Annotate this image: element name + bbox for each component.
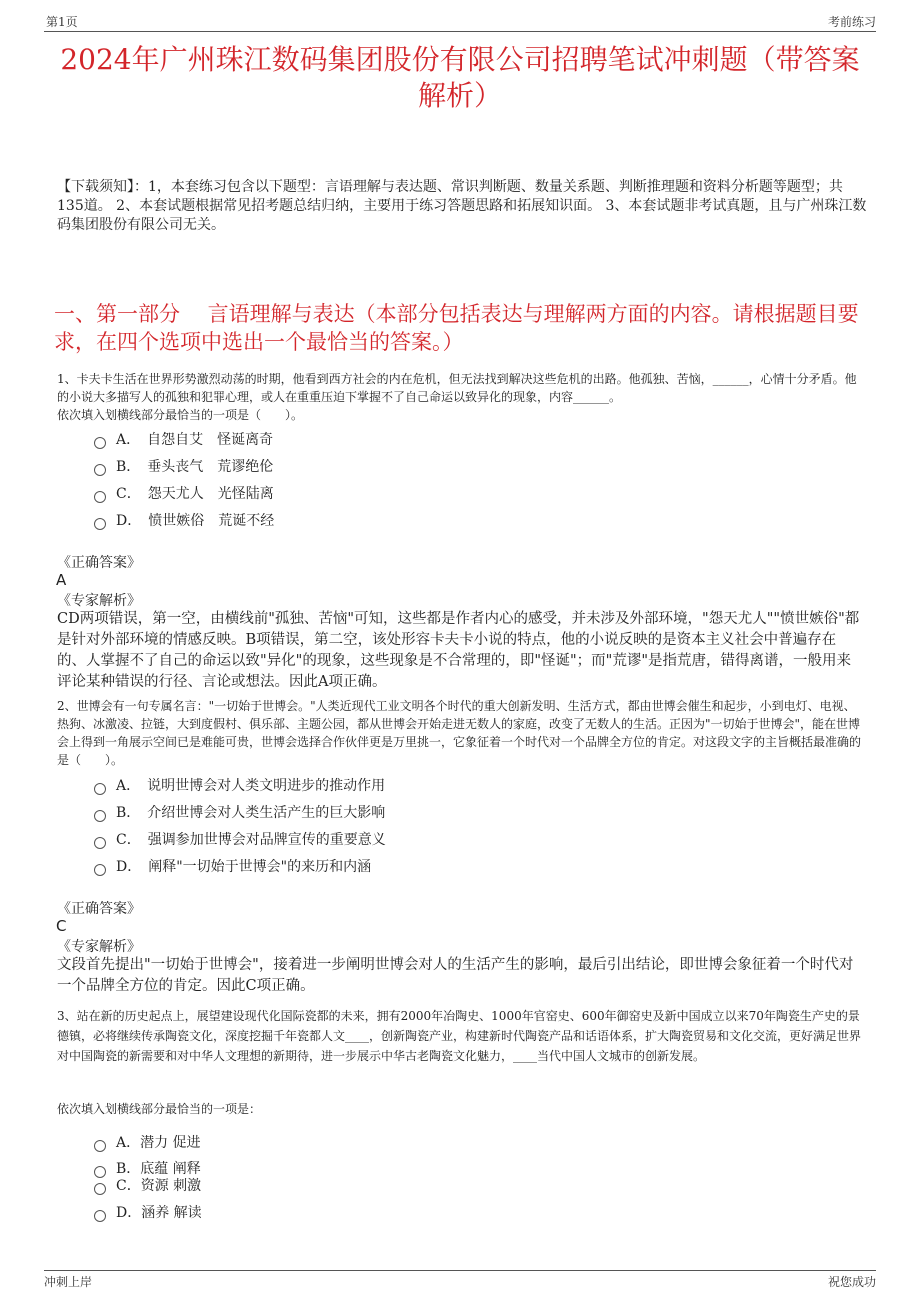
- radio-icon[interactable]: [94, 810, 106, 822]
- q2-answer: C: [56, 917, 67, 935]
- option-label: C． 怨天尤人 光怪陆离: [116, 486, 274, 502]
- download-notice: 【下载须知】：1，本套练习包含以下题型：言语理解与表达题、常识判断题、数量关系题、判断推理题和资料分析题等题型；共135道。 2、本套试题根据常见招考题总结归纳，主要用于练习答题思路和拓展知识面。 3、本套试题非考试真题，且与广州珠江数码集团股份有限公司无关。: [57, 179, 867, 233]
- document-title: 2024年广州珠江数码集团股份有限公司招聘笔试冲刺题（带答案解析）: [60, 43, 860, 112]
- analysis-label: 《专家解析》: [57, 939, 141, 955]
- option-label: B． 介绍世博会对人类生活产生的巨大影响: [116, 805, 386, 821]
- q3-option-b[interactable]: [94, 1160, 201, 1178]
- header-right: 考前练习: [827, 15, 876, 29]
- radio-icon[interactable]: [94, 1140, 106, 1152]
- q2-analysis: 文段首先提出"一切始于世博会"，接着进一步阐明世博会对人的生活产生的影响，最后引出结论，即世博会象征着一个时代对一个品牌全方位的肯定。因此C项正确。: [57, 957, 854, 994]
- option-label: D． 愤世嫉俗 荒诞不经: [116, 513, 275, 529]
- option-label: A．潜力 促进: [116, 1135, 201, 1151]
- footer-left: 冲刺上岸: [44, 1275, 93, 1289]
- answer-label: 《正确答案》: [57, 555, 141, 571]
- question-1-text: 1、卡夫卡生活在世界形势激烈动荡的时期，他看到西方社会的内在危机，但无法找到解决这些危机的出路。他孤独、苦恼，______，心情十分矛盾。他的小说大多描写人的孤独和犯罪心理，或人在重重压迫下掌握不了自己命运以致异化的现象，内容______。: [57, 372, 857, 404]
- answer-label: 《正确答案》: [57, 901, 141, 917]
- option-label: C． 强调参加世博会对品牌宣传的重要意义: [116, 832, 386, 848]
- q1-analysis: CD两项错误，第一空，由横线前"孤独、苦恼"可知，这些都是作者内心的感受，并未涉及外部环境，"怨天尤人""愤世嫉俗"都是针对外部环境的情感反映。B项错误，第二空，该处形容卡夫卡小说的特点，他的小说反映的是资本主义社会中普遍存在的、人掌握不了自己的命运以致"异化"的现象，这些现象是不合常理的，即"怪诞"；而"荒谬"是指荒唐，错得离谱，一般用来评论某种错误的行径、言论或想法。因此A项正确。: [57, 611, 860, 690]
- question-3-prompt: 依次填入划横线部分最恰当的一项是：: [57, 1102, 262, 1116]
- footer-rule: [44, 1270, 876, 1271]
- radio-icon[interactable]: [94, 464, 106, 476]
- radio-icon[interactable]: [94, 491, 106, 503]
- option-label: C．资源 刺激: [116, 1178, 202, 1194]
- q1-option-a[interactable]: [94, 431, 273, 449]
- option-label: D．涵养 解读: [116, 1205, 202, 1221]
- option-label: A． 说明世博会对人类文明进步的推动作用: [116, 778, 386, 794]
- radio-icon[interactable]: [94, 437, 106, 449]
- q3-option-d[interactable]: [94, 1204, 202, 1222]
- radio-icon[interactable]: [94, 1183, 106, 1195]
- question-1-prompt: 依次填入划横线部分最恰当的一项是（ ）。: [57, 408, 304, 422]
- question-2-text: 2、世博会有一句专属名言："一切始于世博会。"人类近现代工业文明各个时代的重大创新发明、生活方式，都由世博会催生和起步，小到电灯、电视、热狗、冰激凌、拉链，大到度假村、俱乐部、主题公园，都从世博会开始走进无数人的家庭，改变了无数人的生活。正因为"一切始于世博会"，能在世博会上得到一角展示空间已是难能可贵，世博会选择合作伙伴更是万里挑一，它象征着一个时代对一个品牌全方位的肯定。对这段文字的主旨概括最准确的是（ ）。: [57, 699, 862, 767]
- option-label: D． 阐释"一切始于世博会"的来历和内涵: [116, 859, 372, 875]
- q3-option-c[interactable]: [94, 1177, 201, 1195]
- q2-option-b[interactable]: [94, 804, 385, 822]
- footer-right: 祝您成功: [827, 1275, 876, 1289]
- question-3-text: 3、站在新的历史起点上，展望建设现代化国际瓷都的未来，拥有2000年冶陶史、1000年官窑史、600年御窑史及新中国成立以来70年陶瓷生产史的景德镇，必将继续传承陶瓷文化，深度挖掘千年瓷都人文____，创新陶瓷产业，构建新时代陶瓷产品和话语体系，扩大陶瓷贸易和文化交流，更好满足世界对中国陶瓷的新需要和对中华人文理想的新期待，进一步展示中华古老陶瓷文化魅力，____当代中国人文城市的创新发展。: [57, 1009, 862, 1063]
- option-label: A． 自怨自艾 怪诞离奇: [116, 432, 274, 448]
- q2-option-c[interactable]: [94, 831, 386, 849]
- q2-option-a[interactable]: [94, 777, 385, 795]
- analysis-label: 《专家解析》: [57, 593, 141, 609]
- page-number: 第1页: [46, 15, 78, 29]
- option-label: B． 垂头丧气 荒谬绝伦: [116, 459, 274, 475]
- radio-icon[interactable]: [94, 864, 106, 876]
- option-label: B．底蕴 阐释: [116, 1161, 201, 1177]
- q3-option-a[interactable]: [94, 1134, 201, 1152]
- header-rule: [44, 31, 876, 32]
- radio-icon[interactable]: [94, 1210, 106, 1222]
- q1-option-d[interactable]: [94, 512, 274, 530]
- q1-option-c[interactable]: [94, 485, 274, 503]
- q2-option-d[interactable]: [94, 858, 371, 876]
- radio-icon[interactable]: [94, 783, 106, 795]
- radio-icon[interactable]: [94, 837, 106, 849]
- q1-answer: A: [56, 571, 67, 589]
- section-heading: 一、第一部分 言语理解与表达（本部分包括表达与理解两方面的内容。请根据题目要求，在四个选项中选出一个最恰当的答案。）: [54, 302, 859, 354]
- radio-icon[interactable]: [94, 518, 106, 530]
- q1-option-b[interactable]: [94, 458, 273, 476]
